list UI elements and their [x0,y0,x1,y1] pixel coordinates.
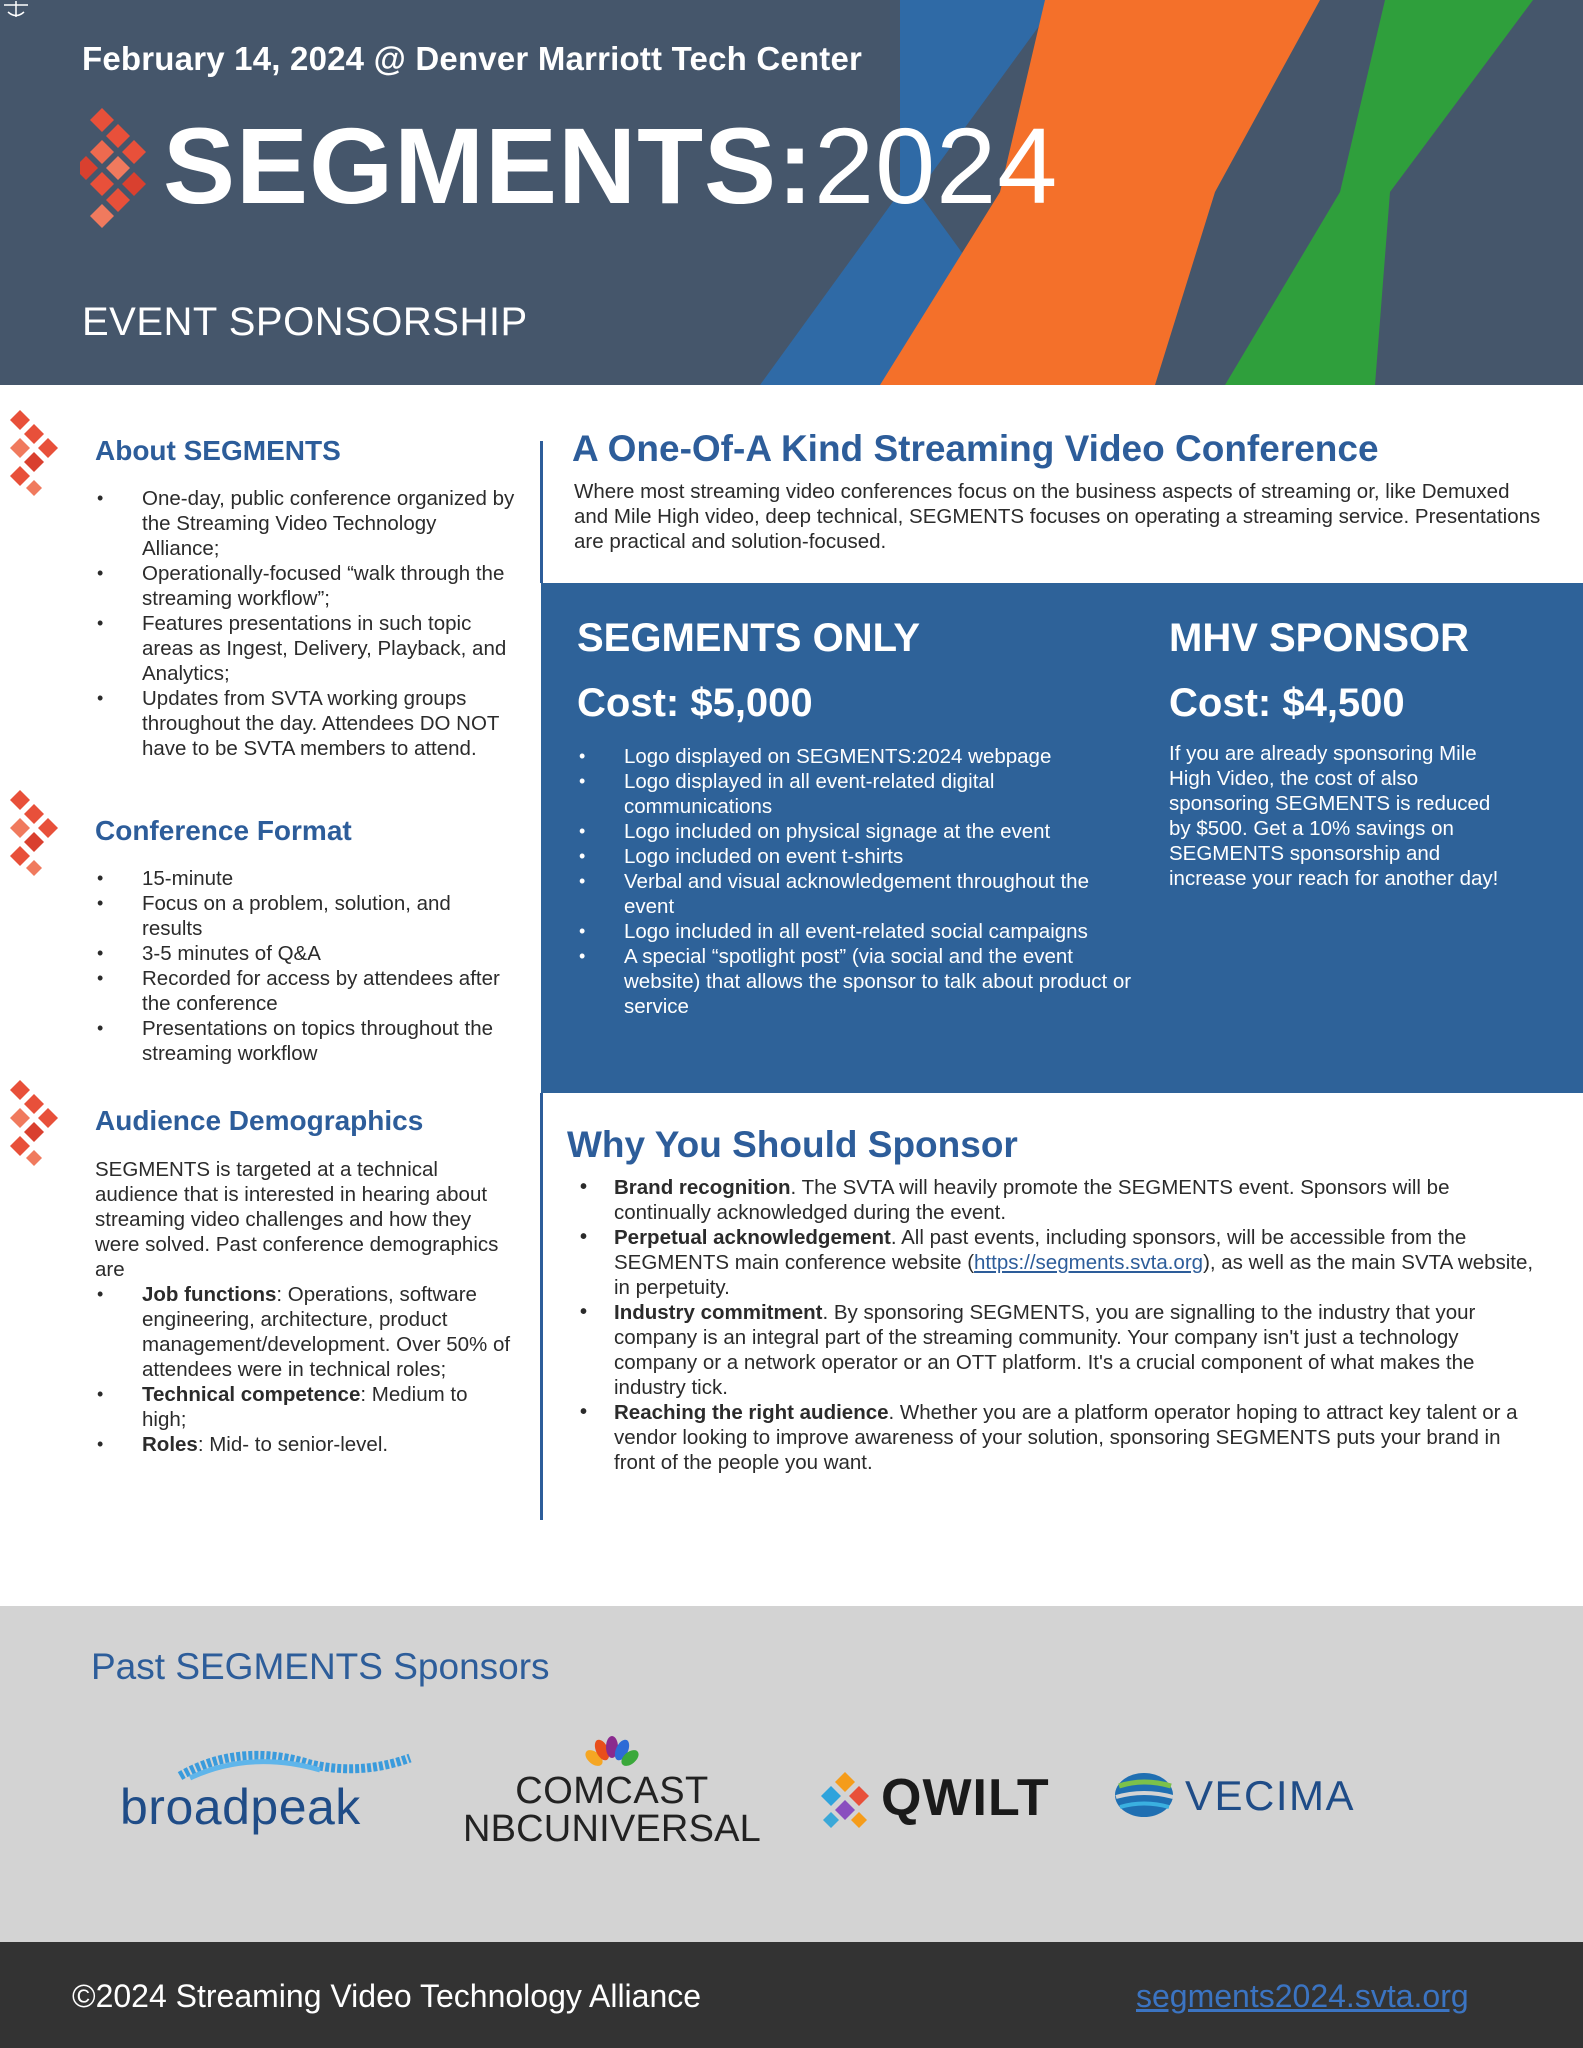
item-text: ), as well as the main SVTA website, in perpetuity. [614,1251,1534,1299]
about-heading: About SEGMENTS [95,435,341,466]
demographics-diamond-icon [6,1080,68,1168]
item-lead: Industry commitment [614,1301,823,1324]
mhv-sponsor-cost: Cost: $4,500 [1169,681,1405,725]
event-subtitle: EVENT SPONSORSHIP [82,300,528,344]
vecima-logo [1113,1768,1363,1828]
item-text: : Medium to high; [142,1383,468,1431]
header-banner [0,0,1583,385]
list-item [95,1382,515,1432]
about-list [95,486,515,761]
list-item: • Logo displayed on SEGMENTS:2024 webpage [577,744,1137,769]
broadpeak-wordmark: broadpeak [120,1779,361,1835]
qwilt-mark-icon [815,1772,875,1832]
copyright-text: ©2024 Streaming Video Technology Alliance [72,1978,702,2014]
list-item: • Recorded for access by attendees after the conference [95,966,515,1016]
list-item: • Operationally-focused “walk through the streaming workflow”; [95,561,515,611]
list-item [95,1282,515,1382]
broadpeak-logo [120,1746,420,1836]
segments-only-cost: Cost: $5,000 [577,681,813,725]
item-text: . Whether you are a platform operator hoping to attract key talent or a vendor looking to improve awareness of your solution, sponsoring SEGMENTS puts your brand in front of the people you want. [614,1401,1518,1474]
event-title-year: 2024 [814,105,1059,226]
list-item [578,1175,1538,1225]
list-item: • Features presentations in such topic areas as Ingest, Delivery, Playback, and Analytics; [95,611,515,686]
event-date-location: February 14, 2024 @ Denver Marriott Tech Center [82,40,863,77]
comcast-nbcuniversal-logo [462,1736,762,1850]
nbcuniversal-wordmark: NBCUNIVERSAL [462,1808,762,1850]
segments-only-title: SEGMENTS ONLY [577,616,921,660]
qwilt-logo [815,1766,1075,1836]
segments-only-benefits [577,744,1137,1019]
list-item: • Presentations on topics throughout the streaming workflow [95,1016,515,1066]
format-heading: Conference Format [95,815,352,846]
qwilt-wordmark: QWILT [881,1769,1050,1827]
about-diamond-icon [6,410,68,498]
sponsorship-packages-panel [541,583,1583,1093]
item-text: : Operations, software engineering, architecture, product management/development. Over 50% of attendees were in technical roles; [142,1283,511,1381]
list-item: • Logo included in all event-related social campaigns [577,919,1137,944]
conference-intro: Where most streaming video conferences focus on the business aspects of streaming or, like Demuxed and Mile High video, deep technical, SEGMENTS focuses on operating a streaming service. Presentations are practical and solution-focused. [574,480,1541,553]
peacock-icon [582,1736,642,1768]
list-item: • 3-5 minutes of Q&A [95,941,515,966]
list-item [95,1432,515,1457]
mhv-sponsor-description: If you are already sponsoring Mile High Video, the cost of also sponsoring SEGMENTS is reduced by $500. Get a 10% savings on SEGMENTS sponsorship and increase your reach for another day! [1169,742,1499,890]
past-sponsors-section [0,1606,1583,1942]
anchor-icon [2,0,30,18]
list-item [578,1300,1538,1400]
item-text: . By sponsoring SEGMENTS, you are signalling to the industry that your company is an integral part of the streaming community. Your company isn't just a technology company or a network operator or an OTT platform. It's a crucial component of what makes the industry tick. [614,1301,1476,1399]
conference-heading: A One-Of-A Kind Streaming Video Conference [572,428,1379,469]
vecima-wordmark: VECIMA [1185,1772,1356,1819]
comcast-wordmark: COMCAST [515,1770,709,1812]
list-item: • Verbal and visual acknowledgement throughout the event [577,869,1137,919]
column-divider [540,1093,543,1520]
item-lead: Roles [142,1433,198,1456]
list-item: • Logo displayed in all event-related digital communications [577,769,1137,819]
list-item: • Updates from SVTA working groups throughout the day. Attendees DO NOT have to be SVTA members to attend. [95,686,515,761]
demographics-list [95,1282,515,1457]
list-item: • 15-minute [95,866,515,891]
footer [0,1942,1583,2048]
list-item: • One-day, public conference organized by the Streaming Video Technology Alliance; [95,486,515,561]
demographics-intro: SEGMENTS is targeted at a technical audience that is interested in hearing about streaming video challenges and how they were solved. Past conference demographics are [95,1158,499,1281]
list-item [578,1400,1538,1475]
past-sponsors-heading: Past SEGMENTS Sponsors [91,1646,550,1687]
why-sponsor-list [578,1175,1538,1475]
item-text: . All past events, including sponsors, will be accessible from the SEGMENTS main conference website ( [614,1226,1467,1274]
format-diamond-icon [6,790,68,878]
item-text: : Mid- to senior-level. [197,1433,389,1456]
vecima-globe-icon [1113,1770,1175,1820]
item-lead: Technical competence [142,1383,361,1406]
event-website-link[interactable]: segments2024.svta.org [1136,1978,1469,2014]
list-item: • Logo included on event t-shirts [577,844,1137,869]
why-sponsor-heading: Why You Should Sponsor [567,1124,1018,1165]
item-lead: Brand recognition [614,1176,791,1199]
format-list [95,866,515,1066]
list-item [578,1225,1538,1300]
list-item: • Logo included on physical signage at the event [577,819,1137,844]
segments-website-link[interactable]: https://segments.svta.org [974,1251,1204,1274]
item-lead: Job functions [142,1283,277,1306]
mhv-sponsor-title: MHV SPONSOR [1169,616,1470,660]
event-title-main: SEGMENTS: [163,105,815,226]
item-lead: Reaching the right audience [614,1401,889,1424]
column-divider [540,441,543,583]
event-title [163,105,1059,226]
item-lead: Perpetual acknowledgement [614,1226,891,1249]
demographics-heading: Audience Demographics [95,1105,424,1136]
list-item: • A special “spotlight post” (via social and the event website) that allows the sponsor to talk about product or service [577,944,1137,1019]
item-text: . The SVTA will heavily promote the SEGMENTS event. Sponsors will be continually acknowledged during the event. [614,1176,1450,1224]
list-item: • Focus on a problem, solution, and results [95,891,515,941]
